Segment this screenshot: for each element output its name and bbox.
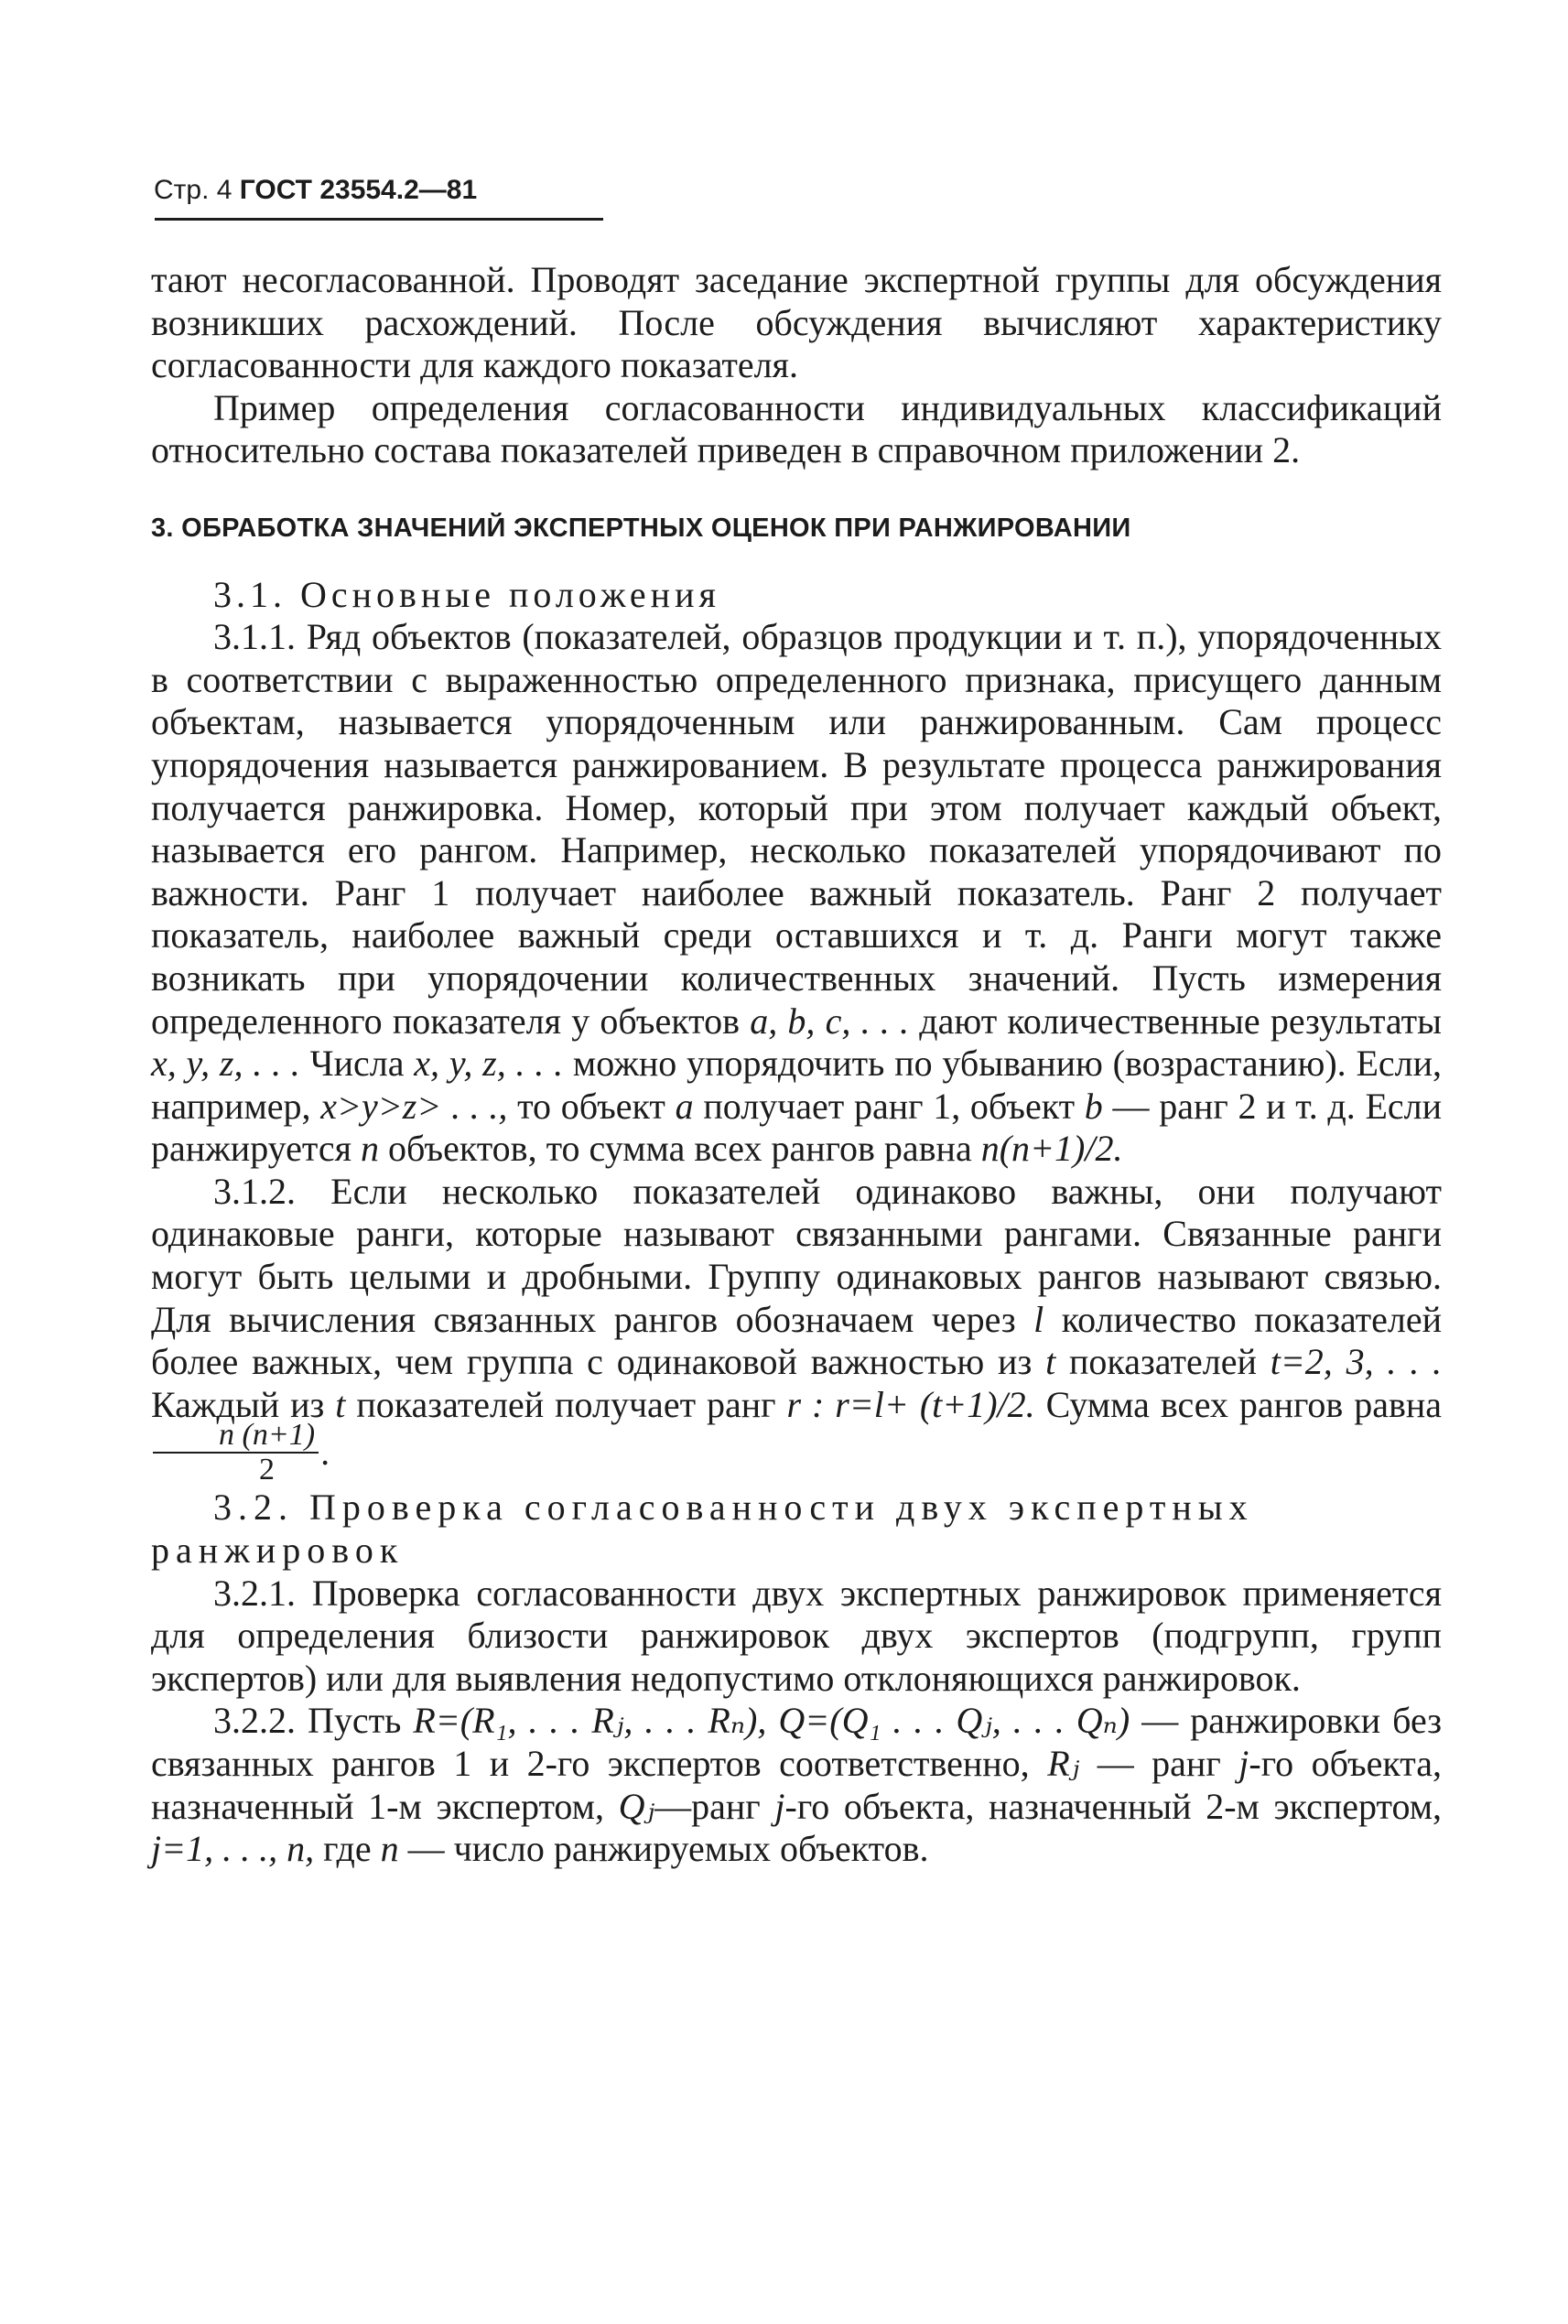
subsection-3-1-heading: 3.1. Основные положения: [213, 573, 720, 615]
rank-sum-fraction: [153, 1419, 319, 1486]
paragraph-3-1-1: 3.1.1. Ряд объектов (показателей, образцов продукции и т. п.), упорядоченных в соответствии с выраженностью определенного признака, присущего данным объектам, называется упорядоченным или ранжированным. Сам процесс упорядочения называется ранжированием. В результате процесса ранжирования получается ранжировка. Номер, который при этом получает каждый объект, называется его рангом. Например, несколько показателей упорядочивают по важности. Ранг 1 получает наиболее важный показатель. Ранг 2 получает показатель, наиболее важный среди оставшихся и т. д. Ранги могут также возникать при упорядочении количественных значений. Пусть измерения определенного показателя у объектов a, b, c, . . . дают количественные результаты x, y, z, . . . Числа x, y, z, . . . можно упорядочить по убыванию (возрастанию). Если, например, x>y>z> . . ., то объект a получает ранг 1, объект b — ранг 2 и т. д. Если ранжируется n объектов, то сумма всех рангов равна n(n+1)/2.: [151, 616, 1443, 1170]
paragraph-3-1-2: 3.1.2. Если несколько показателей одинаково важны, они получают одинаковые ранги, которые называют связанными рангами. Связанные ранги могут быть целыми и дробными. Группу одинаковых рангов называют связью. Для вычисления связанных рангов обозначаем через l количество показателей более важных, чем группа с одинаковой важностью из t показателей t=2, 3, . . . Каждый из t показателей получает ранг r : r=l+ (t+1)/2. Сумма всех рангов равна $\frac{n (n+1)}{2}$ .: [151, 1170, 1443, 1487]
paragraph-3-2-1: 3.2.1. Проверка согласованности двух экспертных ранжировок применяется для определения близости ранжировок двух экспертов (подгрупп, групп экспертов) или для выявления недопустимо отклоняющихся ранжировок.: [151, 1572, 1442, 1699]
page-number: Стр. 4: [154, 175, 232, 205]
subsection-3-2-heading: 3.2. Проверка согласованности двух экспертных ранжировок: [151, 1486, 1254, 1572]
document-code: ГОСТ 23554.2—81: [239, 175, 478, 205]
fraction-denominator: 2: [259, 1453, 276, 1487]
paragraph-2: Пример определения согласованности индивидуальных классификаций относительно состава показателей приведен в справочном приложении 2.: [151, 386, 1442, 471]
paragraph-3-2-2: 3.2.2. Пусть R=(R₁, . . . Rⱼ, . . . Rₙ), Q=(Q₁ . . . Qⱼ, . . . Qₙ) — ранжировки без связанных рангов 1 и 2-го экспертов соответственно, Rⱼ — ранг j-го объекта, назначенный 1-м экспертом, Qⱼ—ранг j-го объекта, назначенный 2-м экспертом, j=1, . . ., n, где n — число ранжируемых объектов.: [151, 1700, 1443, 1870]
document-page: [151, 172, 1442, 1871]
header-rule: [155, 218, 603, 221]
paragraph-1: тают несогласованной. Проводят заседание экспертной группы для обсуждения возникших расхождений. После обсуждения вычисляют характеристику согласованности для каждого показателя.: [151, 259, 1442, 386]
section-3-title: 3. ОБРАБОТКА ЗНАЧЕНИЙ ЭКСПЕРТНЫХ ОЦЕНОК ПРИ РАНЖИРОВАНИИ: [151, 513, 1131, 543]
fraction-numerator: n (n+1): [153, 1419, 319, 1454]
page-header: [154, 172, 1442, 209]
